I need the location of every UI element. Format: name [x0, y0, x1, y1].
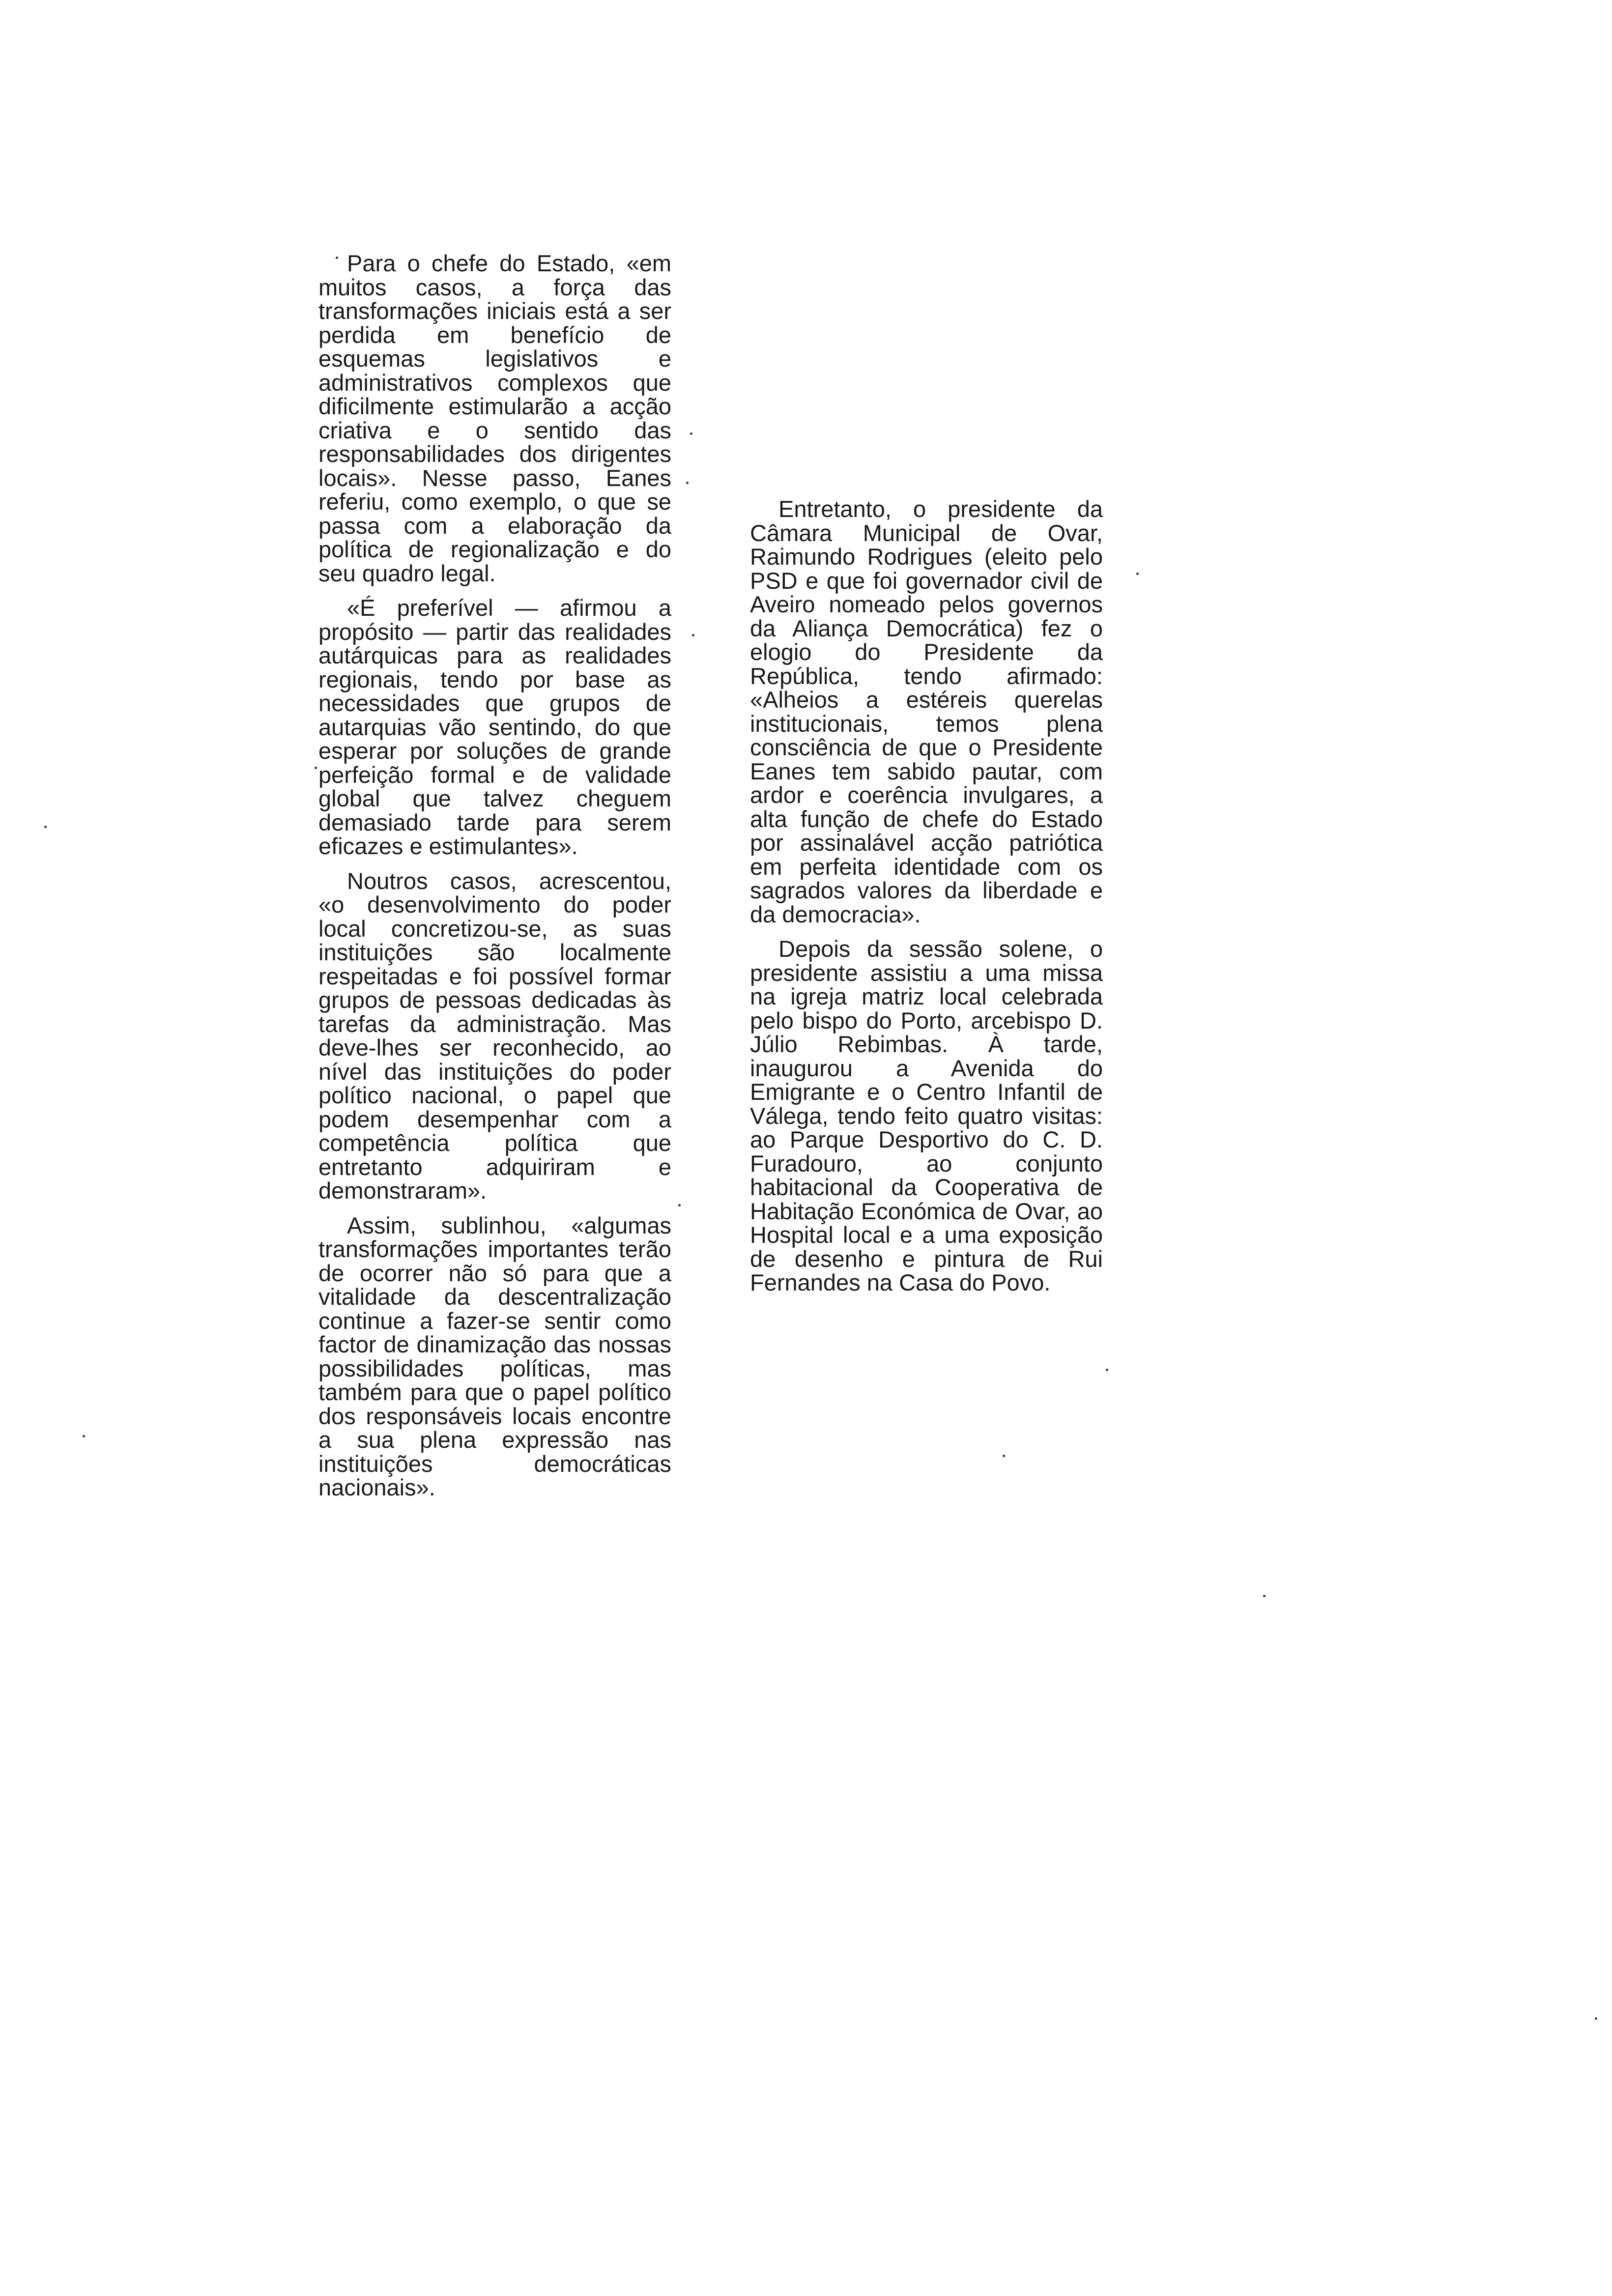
- scan-speck: [1106, 1369, 1108, 1371]
- paragraph: Assim, sublinhou, «algumas transformações importantes terão de ocorrer não só para que a vitalidade da descentralização continue a fazer-se sentir como factor de dinamização das nossas possibilidades políticas, mas também para que o papel político dos responsáveis locais encontre a sua plena expressão nas instituições democráticas nacionais».: [318, 1212, 671, 1500]
- left-column: [318, 252, 671, 1511]
- paragraph: Depois da sessão solene, o presidente assistiu a uma missa na igreja matriz local celebrada pelo bispo do Porto, arcebispo D. Júlio Rebimbas. À tarde, inaugurou a Avenida do Emigrante e o Centro Infantil de Válega, tendo feito quatro visitas: ao Parque Desportivo do C. D. Furadouro, ao conjunto habitacional da Cooperativa de Habitação Económica de Ovar, ao Hospital local e a uma exposição de desenho e pintura de Rui Fernandes na Casa do Povo.: [750, 936, 1103, 1295]
- scan-speck: [1263, 1595, 1266, 1597]
- paragraph: «É preferível — afirmou a propósito — partir das realidades autárquicas para as realidades regionais, tendo por base as necessidades que grupos de autarquias vão sentindo, do que esperar por soluções de grande perfeição formal e de validade global que talvez cheguem demasiado tarde para serem eficazes e estimulantes».: [318, 595, 671, 859]
- paragraph: Para o chefe do Estado, «em muitos casos, a força das transformações iniciais está a ser perdida em benefício de esquemas legislativos e administrativos complexos que dificilmente estimularão a acção criativa e o sentido das responsabilidades dos dirigentes locais». Nesse passo, Eanes referiu, como exemplo, o que se passa com a elaboração da política de regionalização e do seu quadro legal.: [318, 250, 671, 586]
- scan-speck: [336, 257, 338, 259]
- scan-speck: [690, 432, 692, 435]
- scan-speck: [686, 482, 689, 484]
- paragraph: Entretanto, o presidente da Câmara Municipal de Ovar, Raimundo Rodrigues (eleito pelo PSD e que foi governador civil de Aveiro nomeado pelos governos da Aliança Democrática) fez o elogio do Presidente da República, tendo afirmado: «Alheios a estéreis querelas institucionais, temos plena consciência de que o Presidente Eanes tem sabido pautar, com ardor e coerência invulgares, a alta função de chefe do Estado por assinalável acção patriótica em perfeita identidade com os sagrados valores da liberdade e da democracia».: [750, 496, 1103, 927]
- scan-speck: [692, 634, 694, 636]
- scan-speck: [83, 1435, 85, 1437]
- scan-speck: [44, 826, 47, 828]
- scan-speck: [1136, 573, 1139, 575]
- scan-speck: [1003, 1455, 1005, 1457]
- scan-speck: [1595, 2017, 1597, 2020]
- scan-speck: [678, 1204, 681, 1206]
- paragraph: Noutros casos, acrescentou, «o desenvolvimento do poder local concretizou-se, as suas instituições são localmente respeitadas e foi possível formar grupos de pessoas dedicadas às tarefas da administração. Mas deve-lhes ser reconhecido, ao nível das instituições do poder político nacional, o papel que podem desempenhar com a competência política que entretanto adquiriram e demonstraram».: [318, 867, 671, 1204]
- scan-speck: [315, 767, 317, 769]
- right-column: [750, 497, 1103, 1306]
